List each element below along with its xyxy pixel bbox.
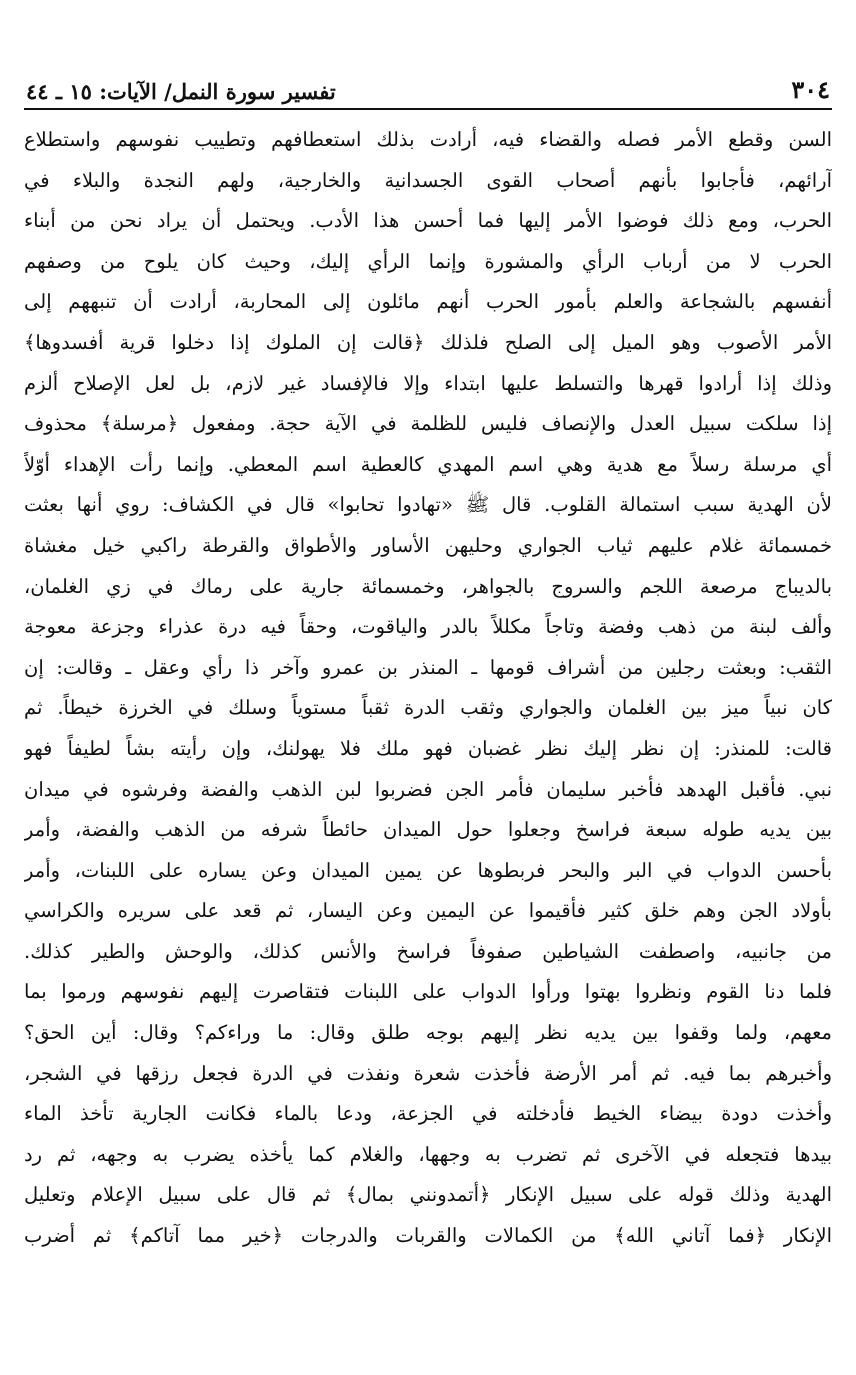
text-line: وذلك إذا أرادوا قهرها والتسلط عليها ابتداء وإلا فالإفساد غير لازم، بل لعل الإصلاح ألزم — [24, 371, 832, 395]
text-line: لأن الهدية سبب استمالة القلوب. قال ﷺ «تهادوا تحابوا» قال في الكشاف: روي أنها بعثت — [24, 493, 832, 517]
text-line: خمسمائة غلام عليهم ثياب الجواري وحليهن الأساور والأطواق والقرطة راكبي خيل مغشاة — [24, 533, 832, 557]
text-line: الحرب لا من أرباب الرأي والمشورة وإنما الرأي إليك، وحيث كان يلوح من وصفهم — [24, 249, 832, 273]
header-divider — [24, 108, 832, 110]
text-line: بين يديه طوله سبعة فراسخ وجعلوا حول الميدان حائطاً شرفه من الذهب والفضة، وأمر — [24, 818, 832, 842]
text-line: الأمر الأصوب وهو الميل إلى الصلح فلذلك ﴿قالت إن الملوك إذا دخلوا قرية أفسدوها﴾ — [24, 330, 832, 354]
text-line: وأخبرهم بما فيه. ثم أمر الأرضة فأخذت شعرة ونفذت في الدرة فجعل رزقها في الشجر، — [24, 1061, 832, 1085]
text-line: قالت: للمنذر: إن نظر إليك نظر غضبان فهو ملك فلا يهولنك، وإن رأيته بشاً لطيفاً فهو — [24, 736, 832, 760]
page-header — [24, 70, 832, 104]
text-line: بالديباج مرصعة اللجم والسروج بالجواهر، وخمسمائة جارية على رماك في زي الغلمان، — [24, 574, 832, 598]
text-line: الهدية وذلك قوله على سبيل الإنكار ﴿أتمدونني بمال﴾ ثم قال على سبيل الإعلام وتعليل — [24, 1183, 832, 1207]
text-line: بأحسن الدواب في البر والبحر فربطوها عن يمين الميدان وعن يساره على اللبنات، وأمر — [24, 858, 832, 882]
text-line: فلما دنا القوم ونظروا بهتوا ورأوا الدواب على اللبنات فتقاصرت إليهم نفوسهم ورموا بما — [24, 980, 832, 1004]
text-line: بأولاد الجن وهم خلق كثير فأقيموا عن اليمين وعن اليسار، ثم قعد على سريره والكراسي — [24, 899, 832, 923]
text-line: الثقب: وبعثت رجلين من أشراف قومها ـ المنذر بن عمرو وآخر ذا رأي وعقل ـ وقالت: إن — [24, 655, 832, 679]
text-line: من جانبيه، واصطفت الشياطين صفوفاً فراسخ والأنس كذلك، والوحش والطير كذلك. — [24, 939, 832, 963]
text-line: وألف لبنة من ذهب وفضة وتاجاً مكللاً بالدر والياقوت، وحقاً فيه درة عذراء وجزعة معوجة — [24, 615, 832, 639]
text-line: الإنكار ﴿فما آتاني الله﴾ من الكمالات والقربات والدرجات ﴿خير مما آتاكم﴾ ثم أضرب — [24, 1224, 832, 1248]
text-line: بيدها فتجعله في الآخرى ثم تضرب به وجهها، والغلام كما يأخذه يضرب به وجهه، ثم رد — [24, 1142, 832, 1166]
text-line: نبي. فأقبل الهدهد فأخبر سليمان فأمر الجن فضربوا لبن الذهب والفضة وفرشوه في ميدان — [24, 777, 832, 801]
running-header-title: تفسير سورة النمل/ الآيات: ١٥ ـ ٤٤ — [26, 79, 336, 104]
text-line: أنفسهم بالشجاعة والعلم بأمور الحرب أنهم مائلون إلى المحاربة، أرادت أن تنبههم إلى — [24, 290, 832, 314]
text-line: معهم، ولما وقفوا بين يديه نظر إليهم بوجه طلق وقال: ما وراءكم؟ وقال: أين الحق؟ — [24, 1021, 832, 1045]
text-line: وأخذت دودة بيضاء الخيط فأدخلته في الجزعة، ودعا بالماء فكانت الجارية تأخذ الماء — [24, 1102, 832, 1126]
text-line: آرائهم، فأجابوا بأنهم أصحاب القوى الجسدانية والخارجية، ولهم النجدة والبلاء في — [24, 168, 832, 192]
text-line: إذا سلكت سبيل العدل والإنصاف فليس للظلمة في الآية حجة. ومفعول ﴿مرسلة﴾ محذوف — [24, 412, 832, 436]
text-line: أي مرسلة رسلاً مع هدية وهي اسم المهدي كالعطية اسم المعطي. وإنما رأت الإهداء أوّلاً — [24, 452, 832, 476]
text-line: السن وقطع الأمر فصله والقضاء فيه، أرادت بذلك استعطافهم وتطييب نفوسهم واستطلاع — [24, 128, 832, 151]
body-text — [24, 120, 832, 1257]
page-number: ٣٠٤ — [791, 75, 830, 104]
text-line: كان نبياً ميز بين الغلمان والجواري وثقب الدرة ثقباً مستوياً وسلك في الخرزة خيطاً. ثم — [24, 696, 832, 720]
text-line: الحرب، ومع ذلك فوضوا الأمر إليها فما أحسن هذا الأدب. ويحتمل أن يراد نحن من أبناء — [24, 209, 832, 233]
